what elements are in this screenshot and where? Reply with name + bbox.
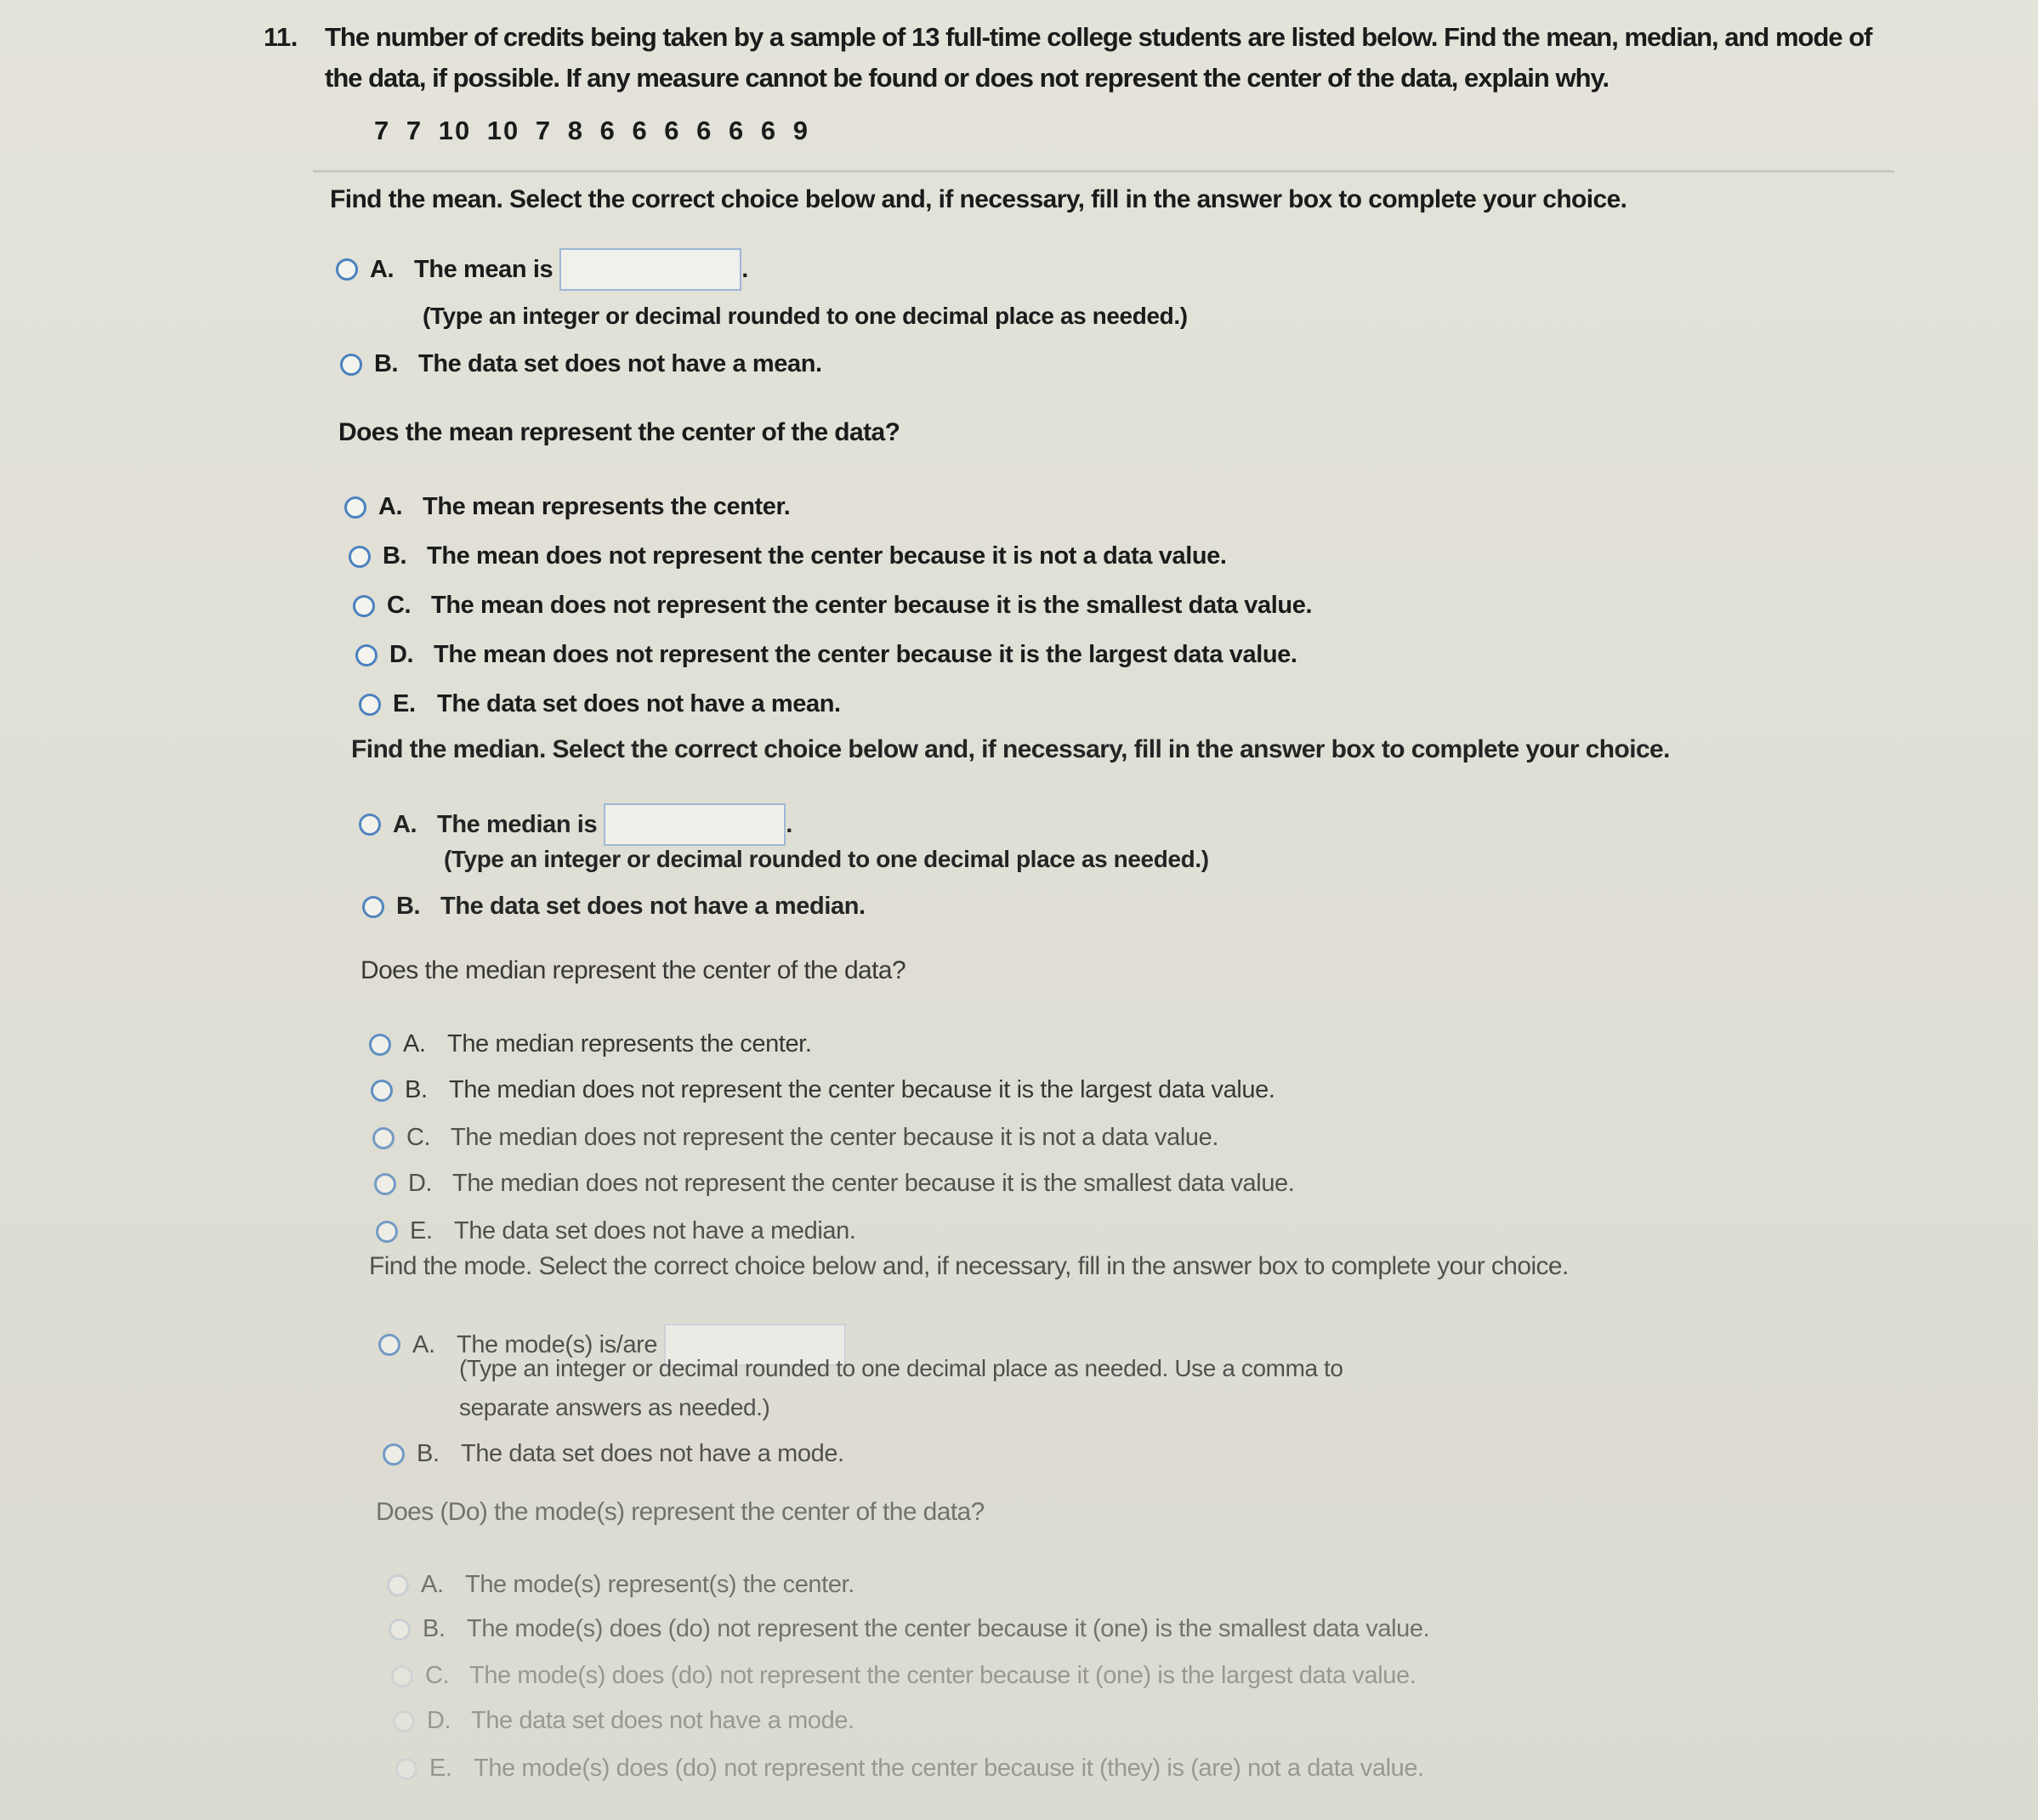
mean-option-b[interactable] (340, 350, 822, 378)
mean-center-option-a-text: The mean represents the center. (423, 493, 791, 520)
question-number: 11. (264, 22, 298, 52)
mode-center-option-e-text: The mode(s) does (do) not represent the center because it (they) is (are) not a data value. (474, 1755, 1424, 1782)
mean-center-option-e-text: The data set does not have a mean. (437, 690, 841, 717)
mode-center-option-a-radio[interactable] (387, 1574, 409, 1596)
median-center-option-d-letter: D. (408, 1170, 433, 1197)
mode-center-option-a-text: The mode(s) represent(s) the center. (465, 1571, 854, 1598)
mean-center-option-b-letter: B. (383, 542, 407, 570)
mode-center-option-d[interactable] (393, 1707, 854, 1735)
median-center-option-a-letter: A. (403, 1030, 426, 1057)
median-center-option-b[interactable] (371, 1076, 1275, 1104)
mode-center-option-d-radio[interactable] (393, 1710, 415, 1732)
mean-center-option-d-radio[interactable] (355, 644, 378, 666)
median-center-option-d-text: The median does not represent the center because it is the smallest data value. (452, 1170, 1295, 1197)
median-center-option-d[interactable] (374, 1170, 1294, 1198)
mean-center-option-b-text: The mean does not represent the center because it is not a data value. (427, 542, 1227, 570)
mode-center-option-b-letter: B. (423, 1615, 446, 1642)
mode-center-option-c[interactable] (391, 1662, 1416, 1690)
median-center-option-c-letter: C. (406, 1124, 431, 1151)
mean-center-option-c-text: The mean does not represent the center because it is the smallest data value. (431, 592, 1313, 619)
mean-option-a-letter: A. (370, 255, 395, 283)
median-center-option-e[interactable] (376, 1217, 855, 1245)
mean-prompt: Find the mean. Select the correct choice below and, if necessary, fill in the answer box to complete your choice. (330, 185, 1627, 213)
mode-center-option-e[interactable] (395, 1755, 1424, 1783)
question-text-line2: the data, if possible. If any measure cannot be found or does not represent the center of the data, explain why. (325, 63, 1609, 93)
mode-center-option-a-letter: A. (421, 1571, 444, 1598)
median-center-option-d-radio[interactable] (374, 1173, 396, 1195)
median-center-option-b-letter: B. (405, 1076, 428, 1103)
mean-answer-input[interactable] (559, 248, 741, 291)
mean-center-option-b-radio[interactable] (349, 546, 371, 568)
mode-option-b-text: The data set does not have a mode. (461, 1440, 844, 1467)
mean-option-a[interactable] (336, 248, 748, 291)
question-text-line1: The number of credits being taken by a sample of 13 full-time college students are listed below. Find the mean, median, and mode of (325, 22, 1872, 52)
mean-option-a-text: The mean is (414, 255, 553, 283)
median-center-option-e-letter: E. (410, 1217, 433, 1245)
median-center-option-a-radio[interactable] (369, 1034, 391, 1056)
data-values: 7 7 10 10 7 8 6 6 6 6 6 6 9 (374, 116, 809, 145)
median-option-a-radio[interactable] (359, 814, 381, 836)
median-option-b-letter: B. (396, 893, 421, 920)
mean-center-option-c[interactable] (353, 592, 1312, 620)
median-center-option-a[interactable] (369, 1030, 812, 1058)
mode-option-b-letter: B. (417, 1440, 440, 1467)
mode-center-option-d-letter: D. (427, 1707, 451, 1734)
mode-option-a-letter: A. (412, 1330, 435, 1358)
mode-center-option-c-text: The mode(s) does (do) not represent the center because it (one) is the largest data value. (469, 1662, 1416, 1689)
mode-center-option-d-text: The data set does not have a mode. (471, 1707, 854, 1734)
mean-option-b-letter: B. (374, 350, 399, 377)
mean-option-a-radio[interactable] (336, 258, 358, 281)
mode-center-option-c-radio[interactable] (391, 1665, 413, 1687)
median-center-option-e-text: The data set does not have a median. (454, 1217, 856, 1245)
mode-hint-line2: separate answers as needed.) (459, 1394, 770, 1420)
divider (313, 170, 1894, 173)
mean-center-option-e[interactable] (359, 690, 841, 718)
mean-center-option-a-radio[interactable] (344, 496, 366, 519)
median-option-a-letter: A. (393, 810, 417, 838)
mean-center-option-d[interactable] (355, 641, 1297, 669)
median-prompt: Find the median. Select the correct choice below and, if necessary, fill in the answer box to complete your choice. (351, 735, 1670, 763)
mean-option-b-radio[interactable] (340, 354, 362, 376)
median-option-a-suffix: . (786, 810, 792, 838)
mean-center-option-d-letter: D. (389, 641, 414, 668)
median-center-option-e-radio[interactable] (376, 1221, 398, 1243)
mode-option-a-radio[interactable] (378, 1334, 400, 1356)
mode-center-prompt: Does (Do) the mode(s) represent the center of the data? (376, 1498, 985, 1526)
mean-center-option-b[interactable] (349, 542, 1227, 570)
median-center-option-b-radio[interactable] (371, 1080, 393, 1102)
median-option-a-text: The median is (437, 810, 598, 838)
mode-center-option-e-letter: E. (429, 1755, 452, 1782)
mean-center-option-d-text: The mean does not represent the center because it is the largest data value. (434, 641, 1297, 668)
mean-option-a-suffix: . (741, 255, 748, 283)
mode-center-option-a[interactable] (387, 1571, 854, 1599)
mean-center-option-e-radio[interactable] (359, 694, 381, 716)
mean-center-option-a[interactable] (344, 493, 790, 521)
mean-option-b-text: The data set does not have a mean. (418, 350, 822, 377)
mean-center-prompt: Does the mean represent the center of the data? (338, 418, 900, 446)
median-center-option-b-text: The median does not represent the center because it is the largest data value. (449, 1076, 1275, 1103)
median-option-b-radio[interactable] (362, 896, 384, 918)
mode-center-option-c-letter: C. (425, 1662, 450, 1689)
median-hint: (Type an integer or decimal rounded to one decimal place as needed.) (444, 846, 1209, 872)
mean-hint: (Type an integer or decimal rounded to one decimal place as needed.) (423, 303, 1188, 329)
mode-hint-line1: (Type an integer or decimal rounded to one decimal place as needed. Use a comma to (459, 1355, 1343, 1381)
median-center-option-c[interactable] (372, 1124, 1218, 1152)
mode-option-b[interactable] (383, 1440, 844, 1468)
mode-center-option-b[interactable] (389, 1615, 1429, 1643)
median-center-option-c-text: The median does not represent the center because it is not a data value. (451, 1124, 1219, 1151)
median-answer-input[interactable] (604, 803, 786, 846)
median-option-b-text: The data set does not have a median. (440, 893, 866, 920)
mode-center-option-e-radio[interactable] (395, 1758, 417, 1780)
median-center-prompt: Does the median represent the center of the data? (360, 956, 906, 984)
mean-center-option-a-letter: A. (378, 493, 403, 520)
mean-center-option-c-letter: C. (387, 592, 412, 619)
median-center-option-c-radio[interactable] (372, 1127, 395, 1149)
median-option-a[interactable] (359, 803, 792, 846)
mode-option-b-radio[interactable] (383, 1443, 405, 1466)
mode-option-a-text: The mode(s) is/are (457, 1330, 658, 1358)
mode-prompt: Find the mode. Select the correct choice below and, if necessary, fill in the answer box to complete your choice. (369, 1252, 1569, 1280)
mode-center-option-b-text: The mode(s) does (do) not represent the center because it (one) is the smallest data value. (467, 1615, 1430, 1642)
mean-center-option-c-radio[interactable] (353, 595, 375, 617)
mode-center-option-b-radio[interactable] (389, 1619, 411, 1641)
median-center-option-a-text: The median represents the center. (447, 1030, 812, 1057)
mean-center-option-e-letter: E. (393, 690, 416, 717)
median-option-b[interactable] (362, 893, 866, 921)
